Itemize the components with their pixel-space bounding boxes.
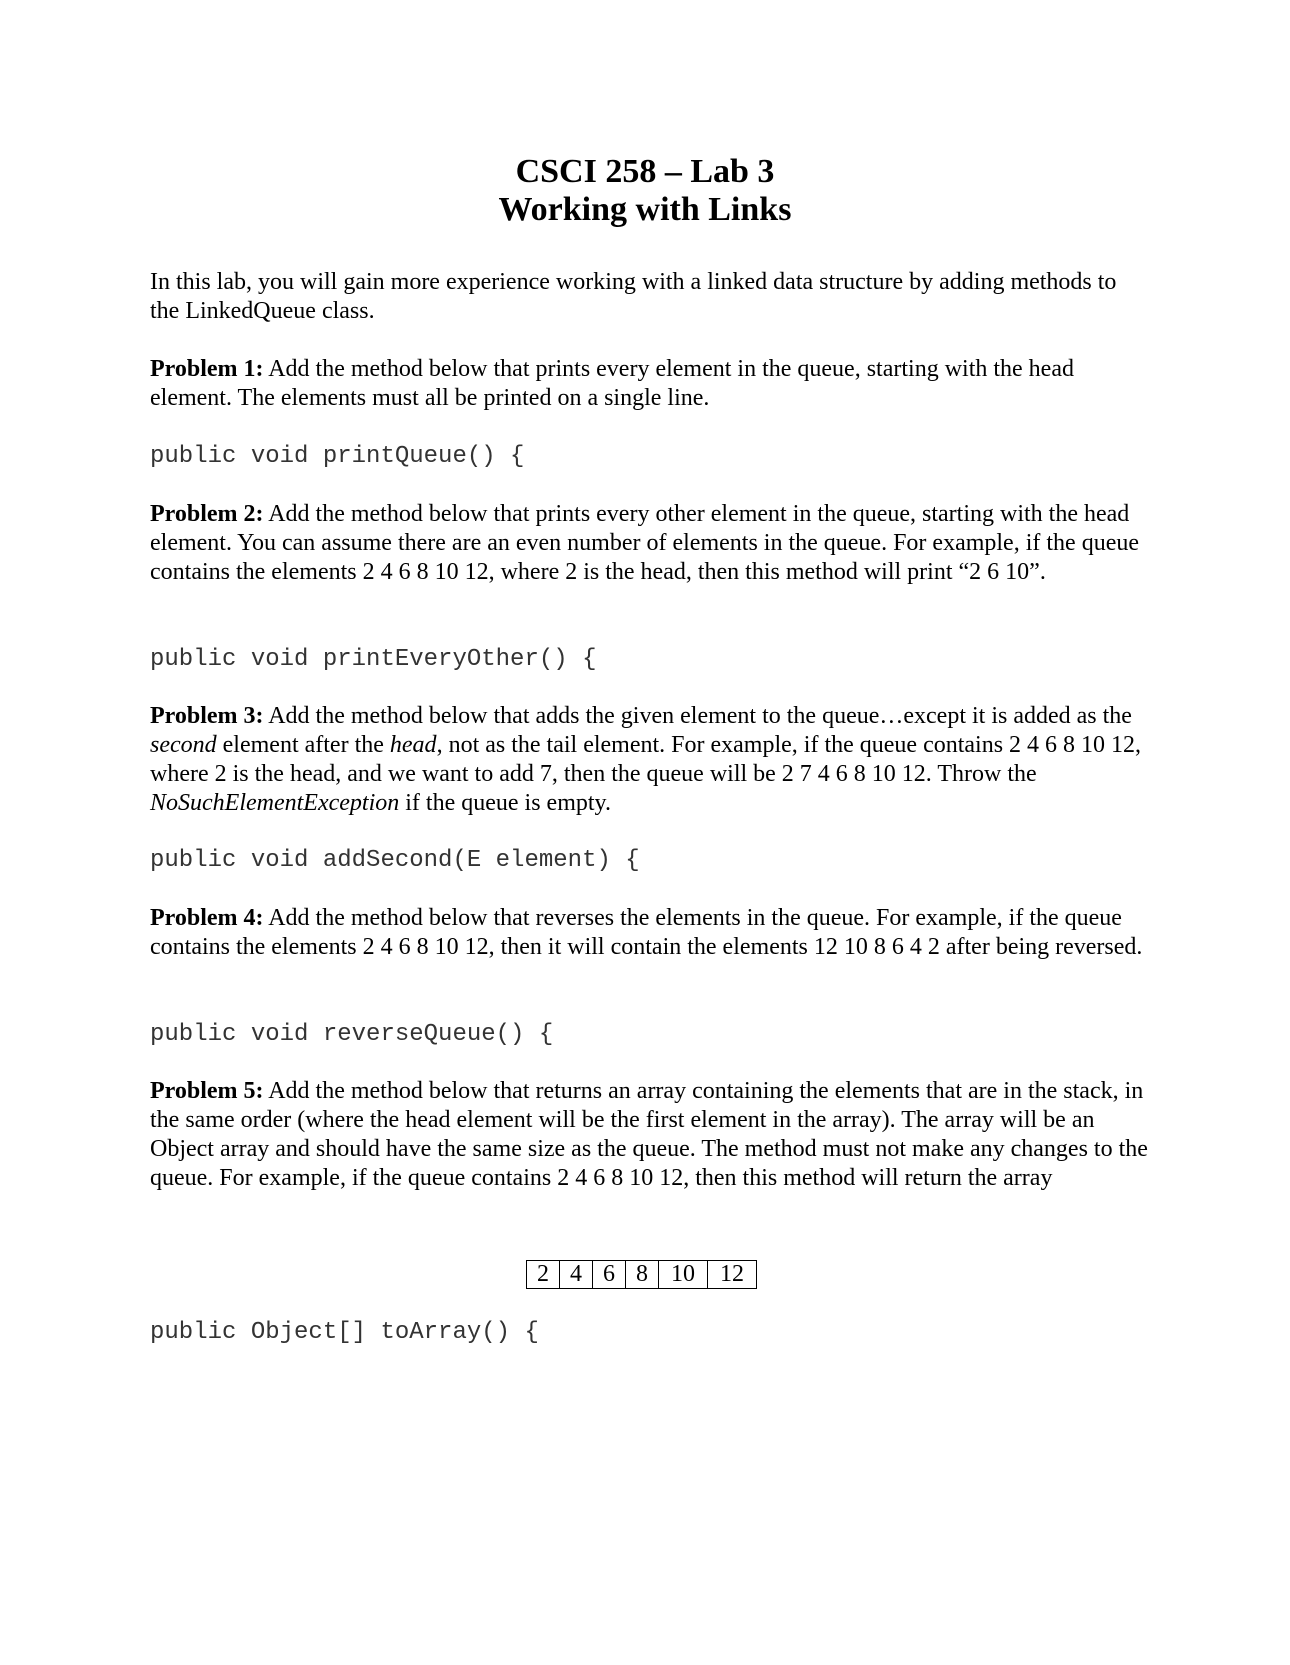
problem-3-emphasis-head: head [389,732,437,758]
title-line-2: Working with Links [498,191,792,228]
array-cell: 6 [593,1261,626,1288]
array-cell: 10 [659,1261,708,1288]
array-cell: 4 [560,1261,593,1288]
problem-3-code: public void addSecond(E element) { [150,847,640,874]
problem-2-label: Problem 2: [150,501,264,527]
problem-4-text: Add the method below that reverses the elements in the queue. For example, if the queue contains the elements 2 4 6 8 10 12, then it will contain the elements 12 10 8 6 4 2 after being reversed. [150,905,1143,960]
array-cell: 2 [527,1261,560,1288]
title-line-1: CSCI 258 – Lab 3 [515,153,775,190]
problem-1-code: public void printQueue() { [150,443,525,470]
problem-1-label: Problem 1: [150,356,264,382]
array-cell: 8 [626,1261,659,1288]
problem-5-code: public Object[] toArray() { [150,1319,539,1346]
problem-2-code: public void printEveryOther() { [150,646,597,673]
problem-4-code: public void reverseQueue() { [150,1021,554,1048]
problem-3-text-c: , not as the tail element. For example, if the queue contains 2 4 6 8 10 12, where 2 is the head, and we want to add 7, then the queue will be 2 7 4 6 8 10 12. Throw the [150,732,1142,787]
problem-5-label: Problem 5: [150,1078,264,1104]
problem-3-emphasis-second: second [150,732,217,758]
problem-4-label: Problem 4: [150,905,264,931]
problem-3-label: Problem 3: [150,703,264,729]
example-array-diagram [526,1260,757,1289]
problem-1-text: Add the method below that prints every element in the queue, starting with the head element. The elements must all be printed on a single line. [150,356,1074,411]
problem-3-text-d: if the queue is empty. [399,790,611,816]
problem-2-text: Add the method below that prints every other element in the queue, starting with the head element. You can assume there are an even number of elements in the queue. For example, if the queue contains the elements 2 4 6 8 10 12, where 2 is the head, then this method will print “2 6 10”. [150,501,1139,585]
problem-5-text: Add the method below that returns an array containing the elements that are in the stack, in the same order (where the head element will be the first element in the array). The array will be an Object array and should have the same size as the queue. The method must not make any changes to the queue. For example, if the queue contains 2 4 6 8 10 12, then this method will return the array [150,1078,1148,1191]
problem-5-paragraph [150,1077,1150,1193]
problem-2-paragraph [150,500,1150,587]
problem-3-emphasis-exception: NoSuchElementException [150,790,400,816]
problem-1-paragraph [150,355,1150,413]
problem-3-text-b: element after the [216,732,390,758]
problem-3-text-a: Add the method below that adds the given element to the queue…except it is added as the [263,703,1132,729]
problem-3-paragraph [150,702,1150,818]
problem-4-paragraph [150,904,1150,962]
array-cell: 12 [720,1261,744,1287]
intro-paragraph: In this lab, you will gain more experience working with a linked data structure by adding methods to the LinkedQueue class. [150,269,1117,324]
